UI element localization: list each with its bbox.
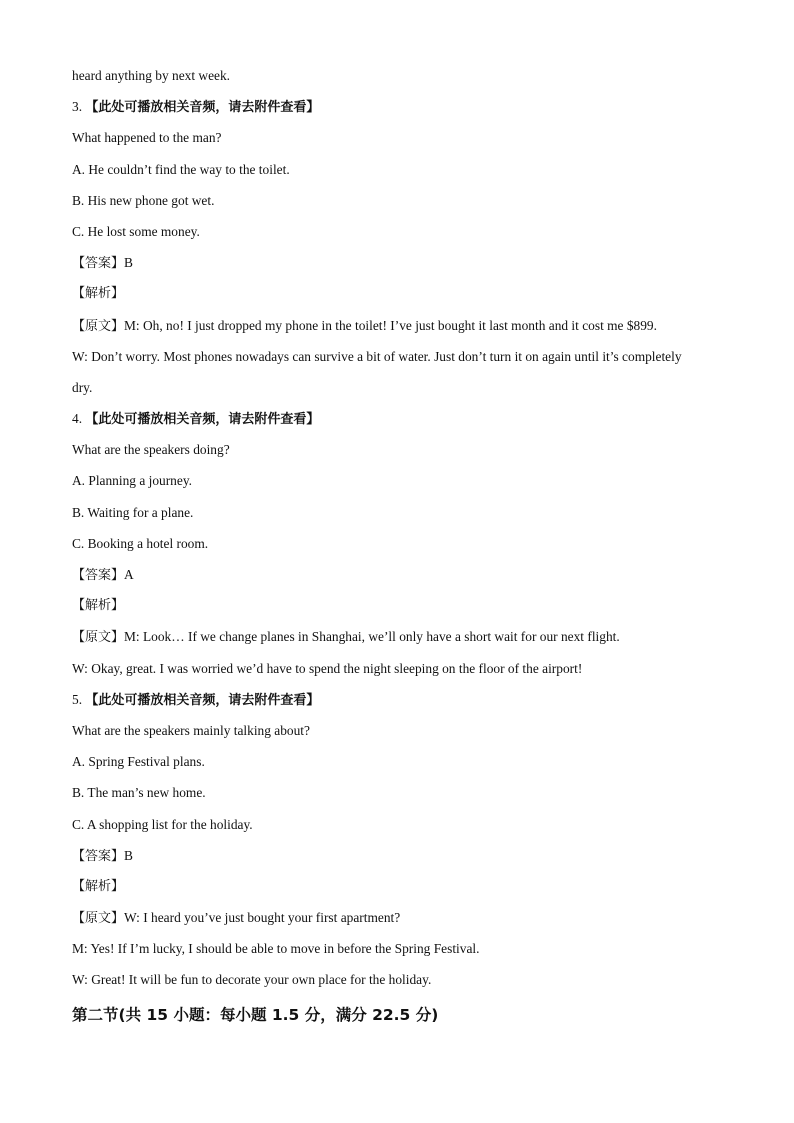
answer-label: 【答案】 [72, 256, 125, 272]
transcript-text: W: I heard you’ve just bought your first apartment? [124, 910, 401, 926]
transcript-line: W: Okay, great. I was worried we’d have to spend the night sleeping on the floor of the airport! [72, 660, 583, 676]
transcript-label: 【原文】 [72, 318, 125, 334]
document-content [72, 64, 732, 1034]
transcript-label: 【原文】 [72, 911, 125, 927]
question-prompt: What happened to the man? [72, 130, 222, 146]
question-number: 3. [72, 99, 83, 115]
option-b: B. The man’s new home. [72, 785, 206, 801]
transcript-text: M: Oh, no! I just dropped my phone in the toilet! I’ve just bought it last month and it cost me $899. [124, 317, 657, 333]
option-c: C. Booking a hotel room. [72, 535, 209, 551]
option-b: B. Waiting for a plane. [72, 504, 194, 520]
answer-line [72, 563, 732, 594]
question-header [72, 407, 732, 438]
answer-value: A [124, 567, 134, 582]
transcript-line: M: Yes! If I’m lucky, I should be able to move in before the Spring Festival. [72, 941, 480, 957]
question-prompt: What are the speakers mainly talking about? [72, 722, 310, 738]
audio-notice: 【此处可播放相关音频，请去附件查看】 [85, 692, 320, 708]
option-a: A. Planning a journey. [72, 473, 192, 489]
transcript-text: M: Look… If we change planes in Shanghai, we’ll only have a short wait for our next flight. [124, 629, 620, 645]
answer-line [72, 844, 732, 875]
option-c: C. He lost some money. [72, 223, 200, 239]
analysis-label: 【解析】 [72, 598, 125, 614]
question-number: 4. [72, 411, 83, 427]
question-number: 5. [72, 691, 83, 707]
answer-value: B [124, 255, 133, 271]
transcript-line [72, 625, 732, 656]
transcript-line: W: Don’t worry. Most phones nowadays can survive a bit of water. Just don’t turn it on again until it’s completely [72, 348, 682, 364]
answer-line [72, 251, 732, 282]
intro-tail: heard anything by next week. [72, 68, 231, 83]
section-heading-text: 第二节(共 15 小题：每小题 1.5 分，满分 22.5 分) [72, 1005, 439, 1024]
audio-notice: 【此处可播放相关音频，请去附件查看】 [85, 412, 320, 428]
option-a: A. He couldn’t find the way to the toilet. [72, 161, 290, 177]
option-c: C. A shopping list for the holiday. [72, 816, 253, 832]
answer-label: 【答案】 [72, 568, 125, 583]
answer-label: 【答案】 [72, 848, 125, 864]
transcript-label: 【原文】 [72, 630, 125, 646]
transcript-line: dry. [72, 379, 93, 395]
question-header [72, 95, 732, 126]
transcript-line: W: Great! It will be fun to decorate your own place for the holiday. [72, 972, 432, 988]
answer-value: B [124, 847, 133, 863]
question-header [72, 688, 732, 719]
transcript-line [72, 906, 732, 937]
audio-notice: 【此处可播放相关音频，请去附件查看】 [85, 100, 320, 116]
analysis-label: 【解析】 [72, 878, 125, 894]
question-prompt: What are the speakers doing? [72, 442, 230, 458]
option-a: A. Spring Festival plans. [72, 754, 205, 770]
analysis-label: 【解析】 [72, 286, 125, 302]
option-b: B. His new phone got wet. [72, 192, 215, 208]
section-heading [72, 1000, 732, 1034]
transcript-line [72, 314, 732, 345]
